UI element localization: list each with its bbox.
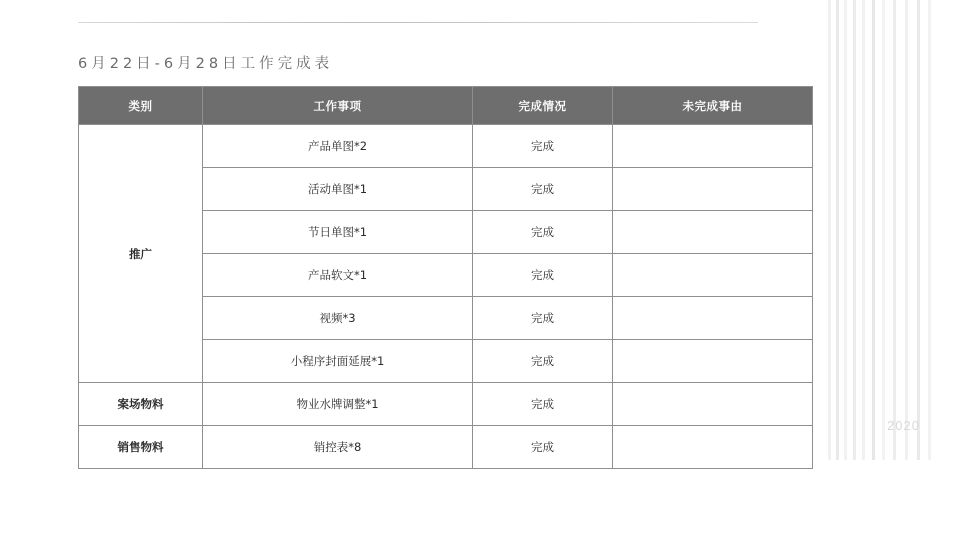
category-cell-promotion: 推广	[79, 125, 203, 383]
reason-cell	[613, 297, 813, 340]
column-header-item: 工作事项	[203, 87, 473, 125]
column-header-reason: 未完成事由	[613, 87, 813, 125]
item-cell: 活动单图*1	[203, 168, 473, 211]
reason-cell	[613, 383, 813, 426]
reason-cell	[613, 340, 813, 383]
status-cell: 完成	[473, 254, 613, 297]
decorative-stripes	[822, 0, 942, 460]
table-header-row	[79, 87, 813, 125]
item-cell: 节日单图*1	[203, 211, 473, 254]
category-cell-sales-materials: 销售物料	[79, 426, 203, 469]
status-cell: 完成	[473, 125, 613, 168]
table-row	[79, 125, 813, 168]
work-table	[78, 86, 813, 469]
status-cell: 完成	[473, 383, 613, 426]
item-cell: 小程序封面延展*1	[203, 340, 473, 383]
status-cell: 完成	[473, 426, 613, 469]
table-row	[79, 426, 813, 469]
status-cell: 完成	[473, 297, 613, 340]
page-title: 6月22日-6月28日工作完成表	[78, 56, 334, 72]
table-row	[79, 383, 813, 426]
item-cell: 物业水牌调整*1	[203, 383, 473, 426]
column-header-category: 类别	[79, 87, 203, 125]
table-body	[79, 125, 813, 469]
item-cell: 视频*3	[203, 297, 473, 340]
reason-cell	[613, 168, 813, 211]
reason-cell	[613, 426, 813, 469]
item-cell: 产品软文*1	[203, 254, 473, 297]
column-header-status: 完成情况	[473, 87, 613, 125]
item-cell: 销控表*8	[203, 426, 473, 469]
status-cell: 完成	[473, 340, 613, 383]
header-divider	[78, 22, 758, 23]
status-cell: 完成	[473, 211, 613, 254]
reason-cell	[613, 254, 813, 297]
decorative-year-label: 2020	[887, 418, 920, 433]
work-table-container	[78, 86, 812, 469]
reason-cell	[613, 125, 813, 168]
category-cell-site-materials: 案场物料	[79, 383, 203, 426]
reason-cell	[613, 211, 813, 254]
status-cell: 完成	[473, 168, 613, 211]
item-cell: 产品单图*2	[203, 125, 473, 168]
